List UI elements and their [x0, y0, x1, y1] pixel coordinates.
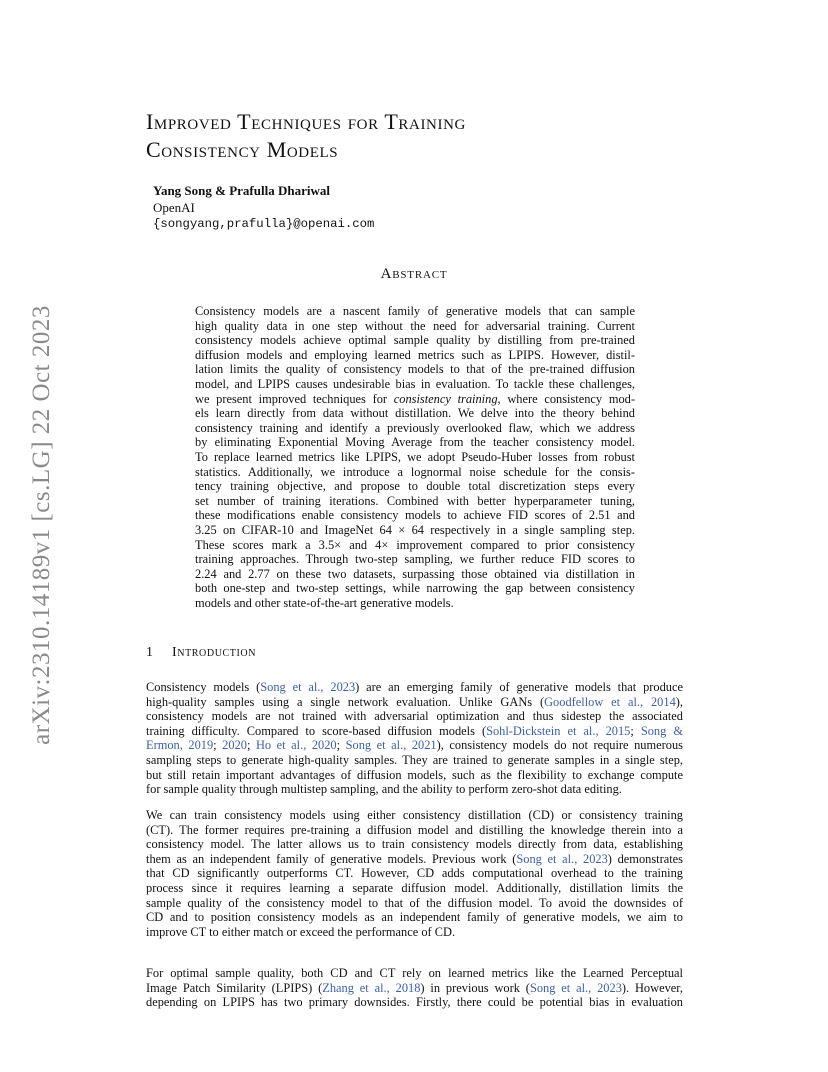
abstract-line: These scores mark a 3.5× and 4× improvement compared to prior consistency: [195, 537, 635, 552]
citation-link[interactable]: Song et al., 2021: [345, 738, 437, 753]
citation-link[interactable]: Goodfellow et al., 2014: [544, 694, 676, 709]
citation-link[interactable]: Song et al., 2023: [529, 980, 622, 995]
citation-link[interactable]: 2020: [222, 738, 247, 753]
section-heading-introduction: [146, 645, 256, 661]
section-title: Introduction: [172, 645, 257, 660]
abstract-line: lation limits the quality of consistency models to that of the pre-trained diffusion: [195, 362, 635, 377]
paragraph-line: for sample quality through multistep sampling, and the ability to perform zero-shot data editing.: [146, 782, 622, 797]
abstract-body: [195, 304, 635, 610]
paragraph-line: but still retain important advantages of diffusion models, such as the flexibility to exchange compute: [146, 767, 683, 782]
intro-paragraph-3: [146, 966, 683, 1010]
abstract-line: both one-step and two-step settings, while narrowing the gap between consistency: [195, 581, 635, 596]
abstract-line: we present improved techniques for consistency training, where consistency mod-: [195, 391, 635, 406]
abstract-line: tency training objective, and propose to double total discretization steps every: [195, 479, 635, 494]
abstract-line: 3.25 on CIFAR-10 and ImageNet 64 × 64 respectively in a single sampling step.: [195, 522, 635, 537]
abstract-line: consistency training and identify a previously overlooked flaw, which we address: [195, 420, 635, 435]
abstract-line: by eliminating Exponential Moving Average from the teacher consistency model.: [195, 435, 635, 450]
author-names: Yang Song & Prafulla Dhariwal: [153, 183, 330, 198]
author-email: {songyang,prafulla}@openai.com: [153, 217, 375, 231]
arxiv-identifier: arXiv:2310.14189v1 [cs.LG] 22 Oct 2023: [28, 305, 55, 745]
citation-link[interactable]: Song et al., 2023: [260, 680, 356, 694]
intro-paragraph-1: [146, 680, 683, 797]
abstract-line: model, and LPIPS causes undesirable bias in evaluation. To tackle these challenges,: [195, 376, 635, 391]
paragraph-line: We can train consistency models using either consistency distillation (CD) or consistency training: [146, 808, 683, 822]
abstract-line: high quality data in one step without the need for adversarial training. Current: [195, 318, 635, 333]
author-block: [153, 183, 374, 233]
paragraph-line: For optimal sample quality, both CD and CT rely on learned metrics like the Learned Perceptual: [146, 966, 683, 980]
paragraph-line: consistency models are not trained with adversarial optimization and thus sidestep the associated: [146, 709, 683, 724]
arxiv-sidebar: [18, 290, 66, 760]
abstract-line: set number of training iterations. Combined with better hyperparameter tuning,: [195, 493, 635, 508]
paragraph-line: high-quality samples using a single network evaluation. Unlike GANs (Goodfellow et al., 2014),: [146, 694, 684, 709]
abstract-line: statistics. Additionally, we introduce a lognormal noise schedule for the consis-: [195, 464, 635, 479]
paragraph-line: consistency model. The latter allows us to train consistency models directly from data, establishing: [146, 837, 683, 852]
abstract-line: training approaches. Through two-step sampling, we further reduce FID scores to: [195, 552, 635, 567]
title-line-1: Improved Techniques for Training: [146, 109, 466, 134]
abstract-line: these modifications enable consistency models to achieve FID scores of 2.51 and: [195, 508, 635, 523]
section-number: 1: [146, 645, 153, 660]
citation-link[interactable]: Song et al., 2023: [516, 851, 608, 866]
paragraph-line: that CD significantly outperforms CT. However, CD adds computational overhead to the training: [146, 866, 683, 881]
paragraph-line: depending on LPIPS has two primary downsides. Firstly, there could be potential bias in evaluation: [146, 995, 683, 1010]
emphasized-term: consistency training: [393, 391, 498, 406]
paragraph-line: sampling steps to generate high-quality samples. They are trained to generate samples in a single step,: [146, 752, 683, 767]
paragraph-line: CD and to position consistency models as an independent family of generative models, we aim to: [146, 910, 683, 925]
abstract-line: 2.24 and 2.77 on these two datasets, surpassing those obtained via distillation in: [195, 566, 635, 581]
citation-link[interactable]: Song &: [640, 723, 683, 738]
author-affiliation: OpenAI: [153, 199, 195, 215]
abstract-line: Consistency models are a nascent family of generative models that can sample: [195, 304, 635, 318]
paragraph-line: sample quality of the consistency model to that of the diffusion model. To avoid the downsides of: [146, 895, 683, 910]
paragraph-line: process since it requires learning a separate diffusion model. Additionally, distillation limits the: [146, 880, 683, 895]
paragraph-line: improve CT to either match or exceed the performance of CD.: [146, 924, 456, 939]
intro-paragraph-2: [146, 808, 683, 939]
abstract-line: consistency models achieve optimal sample quality by distilling from pre-trained: [195, 333, 635, 348]
title-line-2: Consistency Models: [146, 137, 339, 162]
paragraph-line: Consistency models (Song et al., 2023) are an emerging family of generative models that produce: [146, 680, 683, 694]
abstract-line: diffusion models and employing learned metrics such as LPIPS. However, distil-: [195, 347, 635, 362]
paragraph-line: training difficulty. Compared to score-based diffusion models (Sohl-Dickstein et al., 2015; Song &: [146, 723, 683, 738]
citation-link[interactable]: Ho et al., 2020: [255, 738, 337, 753]
abstract-line: models and other state-of-the-art generative models.: [195, 595, 454, 610]
citation-link[interactable]: Zhang et al., 2018: [322, 980, 421, 995]
abstract-line: To replace learned metrics like LPIPS, we adopt Pseudo-Huber losses from robust: [195, 449, 635, 464]
paragraph-line: Image Patch Similarity (LPIPS) (Zhang et al., 2018) in previous work (Song et al., 2023). However,: [146, 980, 683, 995]
paragraph-line: them as an independent family of generative models. Previous work (Song et al., 2023) demonstrates: [146, 851, 683, 866]
paragraph-line: Ermon, 2019; 2020; Ho et al., 2020; Song et al., 2021), consistency models do not require numerous: [146, 738, 683, 753]
paper-title: [146, 108, 466, 164]
citation-link[interactable]: Sohl-Dickstein et al., 2015: [486, 723, 631, 738]
citation-link[interactable]: Ermon, 2019: [146, 738, 214, 753]
paragraph-line: (CT). The former requires pre-training a diffusion model and distilling the knowledge therein into a: [146, 822, 683, 837]
abstract-line: els learn directly from data without distillation. We delve into the theory behind: [195, 406, 635, 421]
abstract-heading: Abstract: [380, 266, 448, 282]
